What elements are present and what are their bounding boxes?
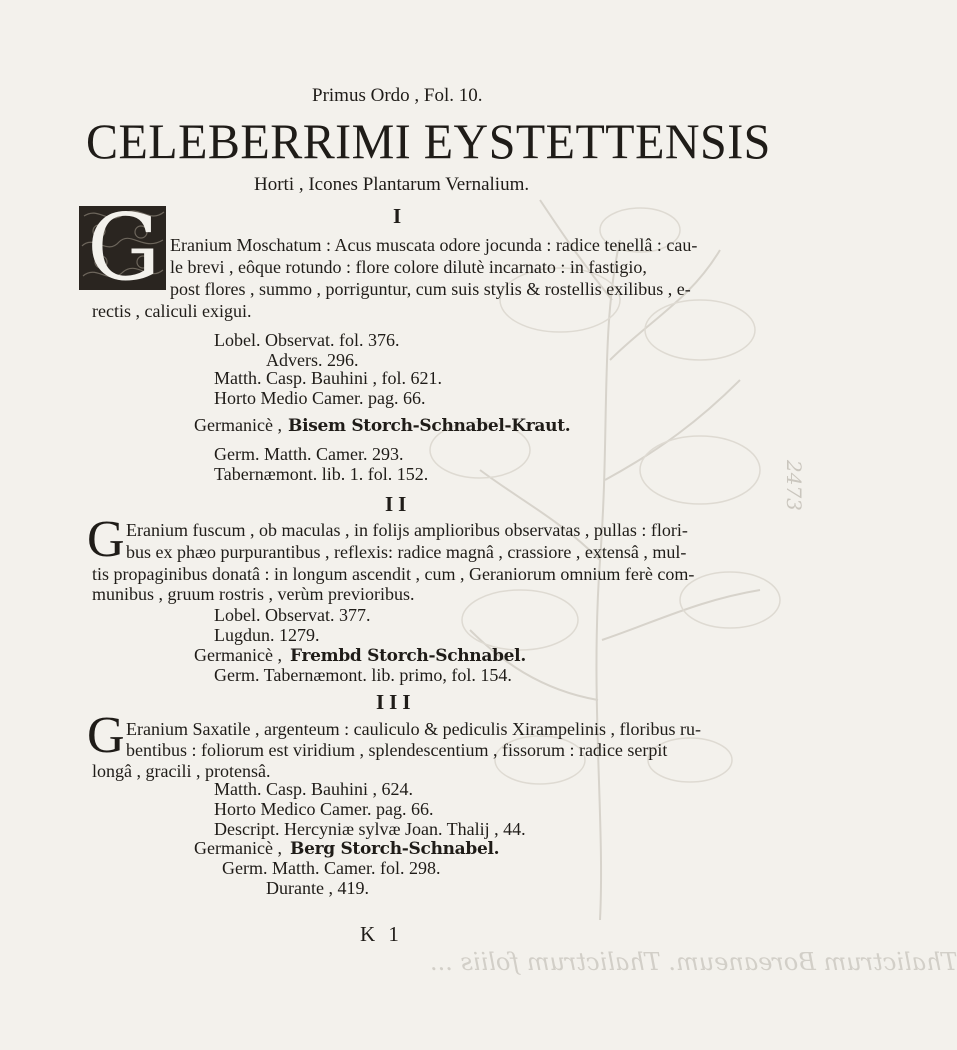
show-through-handwriting: Thalictrum Boreaneum. Thalictrum foliis ...	[430, 948, 957, 976]
body-line: Eranium fuscum , ob maculas , in folijs amplioribus observatas , pullas : flori-	[126, 520, 688, 540]
reference-line: Descript. Hercyniæ sylvæ Joan. Thalij , 44.	[214, 819, 526, 839]
reference-line: Lugdun. 1279.	[214, 625, 320, 645]
body-line: Eranium Saxatile , argenteum : cauliculo & pediculis Xirampelinis , floribus ru-	[126, 719, 702, 739]
reference-line: Advers. 296.	[266, 350, 359, 370]
german-name: Frembd Storch-Schnabel.	[290, 646, 526, 666]
reference-line: Tabernæmont. lib. 1. fol. 152.	[214, 464, 429, 484]
germanice-label: Germanicè ,	[194, 645, 282, 665]
germanice-label: Germanicè ,	[194, 838, 282, 858]
body-line: post flores , summo , porriguntur, cum suis stylis & rostellis exilibus , e-	[170, 279, 691, 299]
reference-line: Germ. Matth. Camer. fol. 298.	[222, 858, 441, 878]
body-line: rectis , caliculi exigui.	[92, 301, 252, 321]
reference-line: Horto Medico Camer. pag. 66.	[214, 799, 434, 819]
body-line: le brevi , eôque rotundo : flore colore dilutè incarnato : in fastigio,	[170, 257, 647, 277]
signature-mark: K 1	[360, 922, 403, 946]
reference-line: Durante , 419.	[266, 878, 369, 898]
section-numeral: I	[393, 204, 407, 228]
page-subtitle: Horti , Icones Plantarum Vernalium.	[254, 174, 530, 195]
reference-line: Matth. Casp. Bauhini , 624.	[214, 779, 413, 799]
page-title: CELEBERRIMI EYSTETTENSIS	[86, 113, 771, 169]
section-numeral: II	[385, 492, 412, 516]
reference-line: Germ. Tabernæmont. lib. primo, fol. 154.	[214, 665, 512, 685]
reference-line: Horto Medio Camer. pag. 66.	[214, 388, 426, 408]
page-header: Primus Ordo , Fol. 10.	[312, 85, 483, 106]
germanice-label: Germanicè ,	[194, 415, 282, 435]
german-name: Berg Storch-Schnabel.	[290, 839, 500, 859]
section-numeral: III	[376, 690, 416, 714]
body-line: tis propaginibus donatâ : in longum ascendit , cum , Geraniorum omnium ferè com-	[92, 564, 695, 584]
reference-line: Lobel. Observat. 377.	[214, 605, 371, 625]
decorated-initial	[79, 194, 166, 301]
body-line: bus ex phæo purpurantibus , reflexis: radice magnâ , crassiore , extensâ , mul-	[126, 542, 687, 562]
reference-line: Lobel. Observat. fol. 376.	[214, 330, 400, 350]
reference-line: Germ. Matth. Camer. 293.	[214, 444, 404, 464]
initial-letter: G	[87, 707, 125, 764]
body-line: munibus , gruum rostris , verùm previoribus.	[92, 584, 415, 604]
german-name: Bisem Storch-Schnabel-Kraut.	[288, 416, 571, 436]
body-line: bentibus : foliorum est viridium , splendescentium , fissorum : radice serpit	[126, 740, 668, 760]
reference-line: Matth. Casp. Bauhini , fol. 621.	[214, 368, 442, 388]
body-line: Eranium Moschatum : Acus muscata odore jocunda : radice tenellâ : cau-	[170, 235, 698, 255]
body-line: longâ , gracili , protensâ.	[92, 761, 271, 781]
initial-letter: G	[87, 194, 161, 301]
inventory-number-stamp: 2473	[782, 460, 806, 511]
initial-letter: G	[87, 511, 125, 568]
